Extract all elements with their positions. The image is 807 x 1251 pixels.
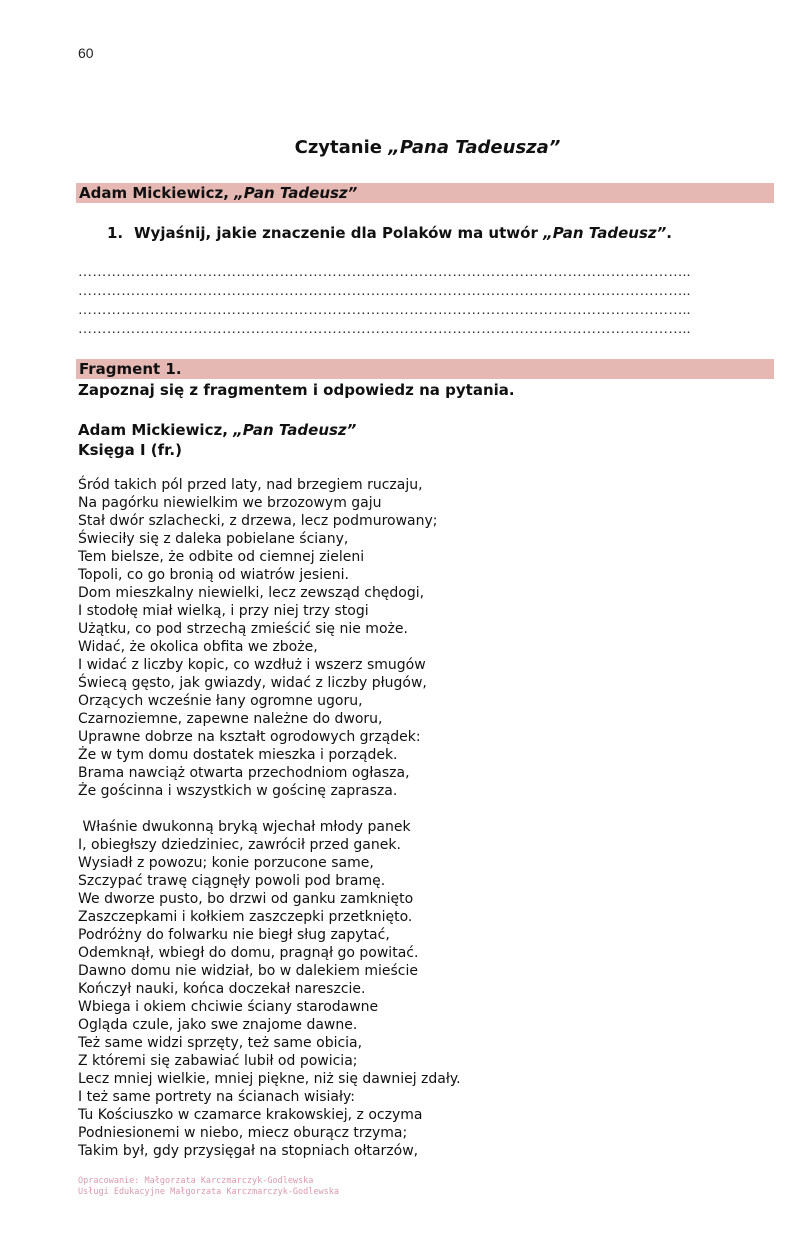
- poem-line: Wysiadł z powozu; konie porzucone same,: [78, 855, 374, 871]
- poem-line: Ogląda czule, jako swe znajome dawne.: [78, 1017, 358, 1033]
- poem-line: Świeciły się z daleka pobielane ściany,: [78, 531, 349, 547]
- poem-line: Użątku, co pod strzechą zmieścić się nie może.: [78, 621, 408, 637]
- poem-line: Widać, że okolica obfita we zboże,: [78, 639, 318, 655]
- fragment-source: [78, 420, 356, 460]
- footer-line-1: Opracowanie: Małgorzata Karczmarczyk-Godlewska: [78, 1176, 314, 1186]
- poem-line: Szczypać trawę ciągnęły powoli pod bramę.: [78, 873, 386, 889]
- fragment-label: Fragment 1.: [79, 360, 182, 378]
- answer-line[interactable]: ………………………………………………………………………………………………………………..: [78, 284, 691, 299]
- source-prefix: Adam Mickiewicz,: [78, 421, 234, 439]
- poem-line: Dom mieszkalny niewielki, lecz zewsząd chędogi,: [78, 585, 425, 601]
- poem-line: Tu Kościuszko w czamarce krakowskiej, z oczyma: [78, 1107, 423, 1123]
- poem-line: Czarnoziemne, zapewne należne do dworu,: [78, 711, 383, 727]
- source-book: Księga I (fr.): [78, 441, 182, 459]
- poem-line: Że gościnna i wszystkich w gościnę zaprasza.: [78, 783, 398, 799]
- poem-line: Brama nawciąż otwarta przechodniom ogłasza,: [78, 765, 410, 781]
- poem-stanza-2: [78, 818, 461, 1160]
- poem-line: Zaszczepkami i kołkiem zaszczepki przetknięto.: [78, 909, 413, 925]
- answer-line[interactable]: ………………………………………………………………………………………………………………..: [78, 322, 691, 337]
- poem-line: Odemknął, wbiegł do domu, pragnął go powitać.: [78, 945, 419, 961]
- poem-line: Stał dwór szlachecki, z drzewa, lecz podmurowany;: [78, 513, 438, 529]
- fragment-instruction: Zapoznaj się z fragmentem i odpowiedz na pytania.: [78, 381, 515, 399]
- poem-line: Właśnie dwukonną bryką wjechał młody panek: [78, 819, 411, 835]
- poem-line: Że w tym domu dostatek mieszka i porządek.: [78, 747, 398, 763]
- poem-line: Też same widzi sprzęty, też same obicia,: [78, 1035, 363, 1051]
- poem-line: We dworze pusto, bo drzwi od ganku zamknięto: [78, 891, 414, 907]
- source-italic: „Pan Tadeusz”: [233, 421, 357, 439]
- poem-line: Świecą gęsto, jak gwiazdy, widać z liczby pługów,: [78, 675, 427, 691]
- section-header: [79, 183, 357, 203]
- poem-line: Śród takich pól przed laty, nad brzegiem ruczaju,: [78, 477, 423, 493]
- question-end: .: [666, 224, 672, 242]
- poem-line: Uprawne dobrze na kształt ogrodowych grządek:: [78, 729, 421, 745]
- poem-stanza-1: [78, 476, 437, 800]
- poem-line: I, obiegłszy dziedziniec, zawrócił przed ganek.: [78, 837, 401, 853]
- poem-line: Tem bielsze, że odbite od ciemnej zieleni: [78, 549, 365, 565]
- section-header-prefix: Adam Mickiewicz,: [79, 184, 235, 202]
- section-header-italic: „Pan Tadeusz”: [234, 184, 358, 202]
- title-italic: „Pana Tadeusza”: [388, 137, 561, 158]
- poem-line: Lecz mniej wielkie, mniej piękne, niż się dawniej zdały.: [78, 1071, 461, 1087]
- question-1: [107, 224, 672, 242]
- question-text: Wyjaśnij, jakie znaczenie dla Polaków ma utwór: [134, 224, 544, 242]
- answer-line[interactable]: ………………………………………………………………………………………………………………..: [78, 265, 691, 280]
- poem-line: Orzących wcześnie łany ogromne ugoru,: [78, 693, 363, 709]
- page-number: 60: [78, 45, 94, 61]
- poem-line: I stodołę miał wielką, i przy niej trzy stogi: [78, 603, 369, 619]
- poem-line: I też same portrety na ścianach wisiały:: [78, 1089, 355, 1105]
- poem-line: Dawno domu nie widział, bo w dalekiem mieście: [78, 963, 418, 979]
- poem-line: Na pagórku niewielkim we brzozowym gaju: [78, 495, 382, 511]
- poem-line: Podniesionemi w niebo, miecz oburącz trzyma;: [78, 1125, 408, 1141]
- poem-line: Z któremi się zabawiać lubił od powicia;: [78, 1053, 358, 1069]
- poem-line: Topoli, co go bronią od wiatrów jesieni.: [78, 567, 349, 583]
- title-prefix: Czytanie: [294, 137, 389, 158]
- answer-line[interactable]: ………………………………………………………………………………………………………………..: [78, 303, 691, 318]
- poem-line: I widać z liczby kopic, co wzdłuż i wszerz smugów: [78, 657, 426, 673]
- poem-line: Podróżny do folwarku nie biegł sług zapytać,: [78, 927, 390, 943]
- footer: [78, 1176, 339, 1198]
- question-number: 1.: [107, 224, 124, 242]
- question-italic: „Pan Tadeusz”: [543, 224, 667, 242]
- poem-line: Kończył nauki, końca doczekał nareszcie.: [78, 981, 366, 997]
- source-author-title: [78, 420, 356, 440]
- page-title: [0, 137, 807, 158]
- poem-line: Wbiega i okiem chciwie ściany starodawne: [78, 999, 379, 1015]
- footer-line-2: Usługi Edukacyjne Małgorzata Karczmarczyk-Godlewska: [78, 1187, 339, 1197]
- poem-line: Takim był, gdy przysięgał na stopniach ołtarzów,: [78, 1143, 419, 1159]
